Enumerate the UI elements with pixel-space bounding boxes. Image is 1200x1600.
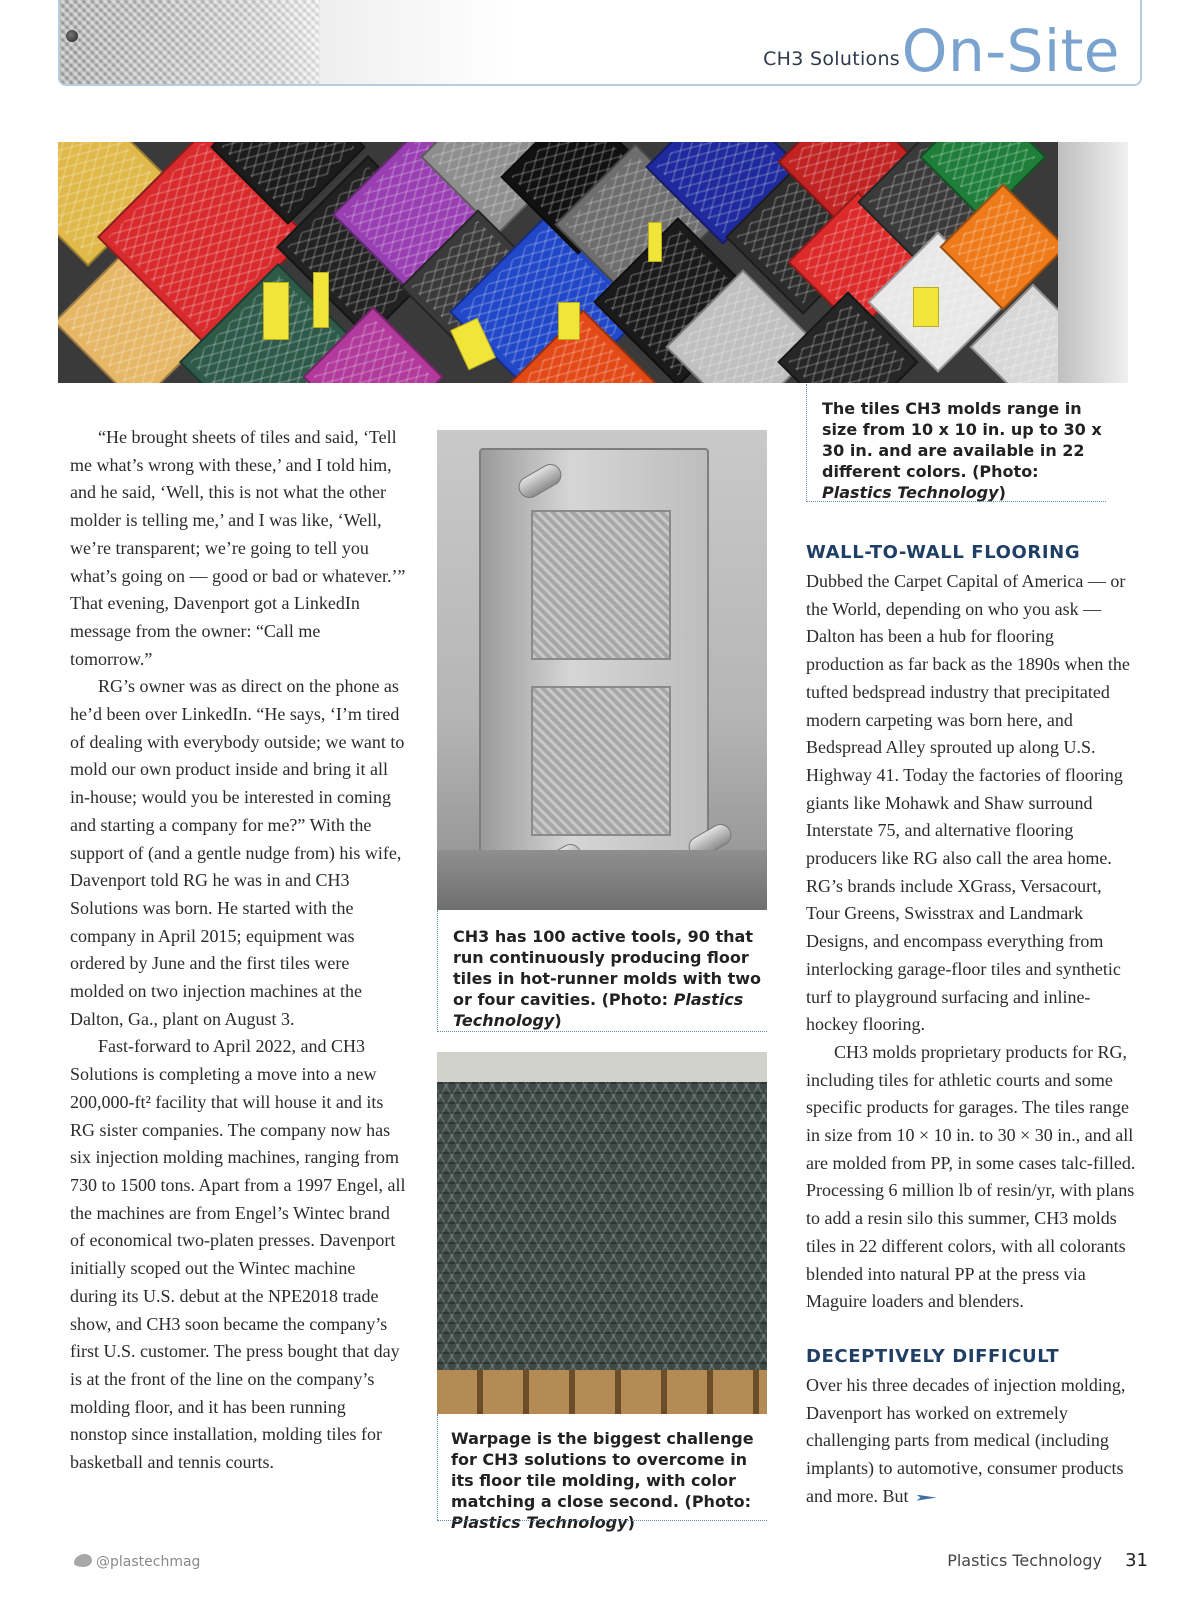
footer-social-handle [74, 1554, 200, 1570]
caption-text: CH3 has 100 active tools, 90 that run continuously producing floor tiles in hot-runner molds with two or four cavities. (Photo: [453, 927, 762, 1009]
caption-rule-horizontal [806, 501, 1106, 502]
caption-end: ) [554, 1011, 562, 1030]
caption-text: The tiles CH3 molds range in size from 10 x 10 in. up to 30 x 30 in. and are available in 22 different colors. (Photo: [822, 399, 1102, 481]
paragraph: Dubbed the Carpet Capital of America — or the World, depending on who you ask — Dalton has been a hub for flooring production as far back as the 1890s when the tufted bedspread industry that precipitated modern carpeting was born here, and Bedspread Alley sprouted up along U.S. Highway 41. Today the factories of flooring giants like Mohawk and Shaw surround Interstate 75, and alternative flooring producers like RG also call the area home. RG’s brands include XGrass, Versacourt, Tour Greens, Swisstrax and Landmark Designs, and encompass everything from interlocking garage-floor tiles and synthetic turf to playground surfacing and inline-hockey flooring. [806, 571, 1130, 1035]
caption-rule-horizontal [437, 1031, 767, 1032]
photo-credit: Plastics Technology [451, 1513, 628, 1532]
paragraph: RG’s owner was as direct on the phone as he’d been over LinkedIn. “He says, ‘I’m tired of dealing with everybody outside; we want to mold our own product inside and bring it all in-house; would you be interested in coming and starting a company for me?” With the support of (and a gentle nudge from) his wife, Davenport told RG he was in and CH3 Solutions was born. He started with the company in April 2015; equipment was ordered by June and the first tiles were molded on two injection machines at the Dalton, Ga., plant on August 3. [70, 676, 405, 1029]
tile-stack-photo [437, 1052, 767, 1414]
section-title: CH3 Solutions [763, 48, 900, 70]
twitter-bird-icon [74, 1554, 92, 1567]
pallet-image [437, 1370, 767, 1414]
bolt-icon [66, 30, 78, 42]
header-band [58, 0, 1142, 86]
section-heading: WALL-TO-WALL FLOORING [806, 542, 1081, 563]
right-column [806, 539, 1136, 1511]
paragraph: “He brought sheets of tiles and said, ‘Tell me what’s wrong with these,’ and I told him, and he said, ‘Well, this is not what the other molder is telling me,’ and I was like, ‘Well, we’re transparent; we’re going to tell you what’s going on — good or bad or whatever.’” That evening, Davenport got a LinkedIn message from the owner: “Call me tomorrow.” [70, 427, 406, 669]
photo-credit: Plastics Technology [822, 483, 999, 502]
footer-magazine-name: Plastics Technology [947, 1551, 1102, 1570]
caption-rule-vertical [437, 1414, 438, 1520]
continue-arrow-icon [916, 1495, 936, 1501]
caption-end: ) [627, 1513, 635, 1532]
paragraph-text: Over his three decades of injection molding, Davenport has worked on extremely challenging parts from medical (including implants) to automotive, consumer products and more. But [806, 1374, 1126, 1506]
caption-rule-vertical [806, 384, 807, 502]
caption-end: ) [998, 483, 1006, 502]
mold-photo [437, 430, 767, 910]
left-column [70, 424, 406, 1477]
department-title: On-Site [901, 17, 1120, 85]
caption-rule-horizontal [437, 1520, 767, 1521]
hero-photo-caption [822, 398, 1112, 517]
hero-photo-tiles-wall [58, 142, 1128, 383]
page-number: 31 [1125, 1550, 1148, 1571]
stacked-tiles-image [437, 1082, 767, 1372]
tile-stack-caption [451, 1428, 771, 1545]
header-texture-image [60, 0, 320, 86]
caption-text: Warpage is the biggest challenge for CH3 solutions to overcome in its floor tile molding, with color matching a close second. (Photo: [451, 1429, 754, 1511]
mold-photo-caption [453, 926, 763, 1045]
section-heading: DECEPTIVELY DIFFICULT [806, 1345, 1060, 1367]
paragraph-continued [806, 1372, 1136, 1511]
handle-text: @plastechmag [96, 1554, 201, 1570]
paragraph: CH3 molds proprietary products for RG, including tiles for athletic courts and some specific products for garages. The tiles range in size from 10 × 10 in. to 30 × 30 in., and all are molded from PP, in some cases talc-filled. Processing 6 million lb of resin/yr, with plans to add a resin silo this summer, CH3 molds tiles in 22 different colors, with all colorants blended into natural PP at the press via Maguire loaders and blenders. [806, 1041, 1136, 1312]
photo-credit: Plastics Technology [453, 990, 744, 1030]
paragraph: Fast-forward to April 2022, and CH3 Solutions is completing a move into a new 200,000-ft² facility that will house it and its RG sister companies. The company now has six injection molding machines, ranging from 730 to 1500 tons. Apart from a 1997 Engel, all the machines are from Engel’s Wintec brand of economical two-platen presses. Davenport initially scoped out the Wintec machine during its U.S. debut at the NPE2018 trade show, and CH3 soon became the company’s first U.S. customer. The press bought that day is at the front of the line on the company’s molding floor, and it has been running nonstop since installation, molding tiles for basketball and tennis courts. [70, 1036, 406, 1473]
caption-rule-vertical [437, 910, 438, 1032]
mold-tool-image [479, 448, 709, 858]
